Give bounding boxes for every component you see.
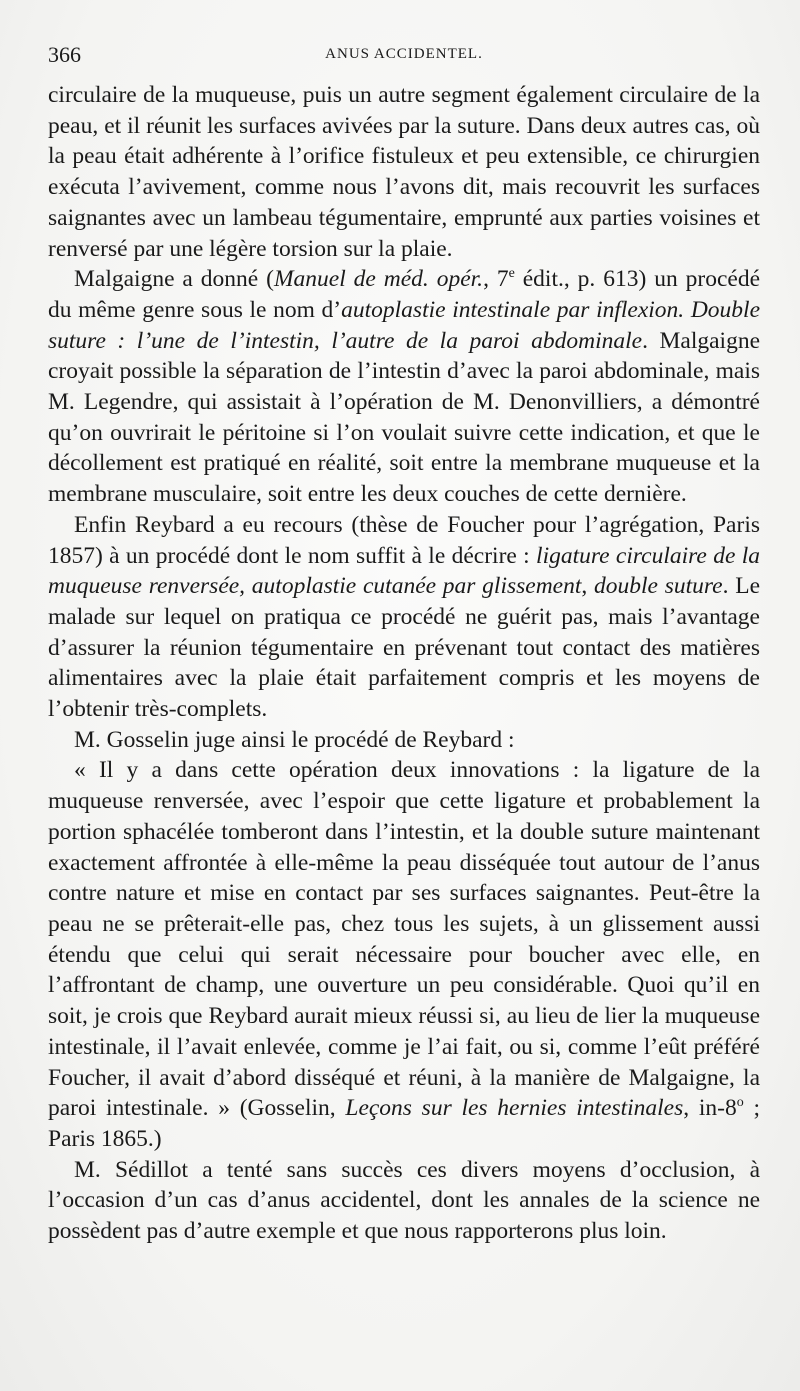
paragraph-gosselin-quote bbox=[48, 755, 760, 1154]
running-title: ANUS ACCIDENTEL. bbox=[325, 46, 483, 62]
text-run: édit., p. 613) un procédé du même genre sous le nom d’ bbox=[48, 266, 760, 323]
italic-run: autoplastie intestinale par inflexion. Double suture : l’une de l’intestin, l’autre de la paroi abdominale bbox=[48, 296, 760, 354]
paragraph-text: M. Gosselin juge ainsi le procédé de Reybard : bbox=[74, 726, 515, 753]
paragraph-reybard bbox=[48, 510, 760, 725]
italic-run: Manuel de méd. opér. bbox=[273, 266, 484, 293]
paragraph-continuation bbox=[48, 80, 760, 264]
text-run: . Le malade sur lequel on pratiqua ce procédé ne guérit pas, mais l’avantage d’assurer la réunion tégumentaire en prévenant tout contact des matières alimentaires avec la plaie était parfaitement compris et les moyens de l’obtenir très-complets. bbox=[48, 573, 760, 723]
paragraph-malgaigne bbox=[48, 264, 760, 510]
text-run: . Malgaigne croyait possible la séparation de l’intestin d’avec la paroi abdominale, mais M. Legendre, qui assistait à l’opération de M. Denonvilliers, a démontré qu’on ouvrirait le péritoine si l’on voulait suivre cette indication, et que le décollement est pratiqué en réalité, soit entre la membrane muqueuse et la membrane musculaire, soit entre les deux couches de cette dernière. bbox=[48, 327, 760, 508]
text-run: « Il y a dans cette opération deux innovations : la ligature de la muqueuse renversée, avec l’espoir que cette ligature et probablement la portion sphacélée tomberont dans l’intestin, et la double suture maintenant exactement affrontée à elle-même la peau disséquée tout autour de l’anus contre nature et mise en contact par ses surfaces saignantes. Peut-être la peau ne se prêterait-elle pas, chez tous les sujets, à un glissement aussi étendu que celui qui serait nécessaire pour boucher avec elle, en l’affrontant de champ, une ouverture un peu considérable. Quoi qu’il en soit, je crois que Reybard aurait mieux réussi si, au lieu de lier la muqueuse intestinale, il l’avait enlevée, comme je l’ai fait, ou si, comme l’eût préféré Foucher, il avait d’abord disséqué et réuni, à la manière de Malgaigne, la paroi intestinale. » (Gosselin, bbox=[48, 757, 760, 1122]
paragraph-text: circulaire de la muqueuse, puis un autre segment également circulaire de la peau, et il réunit les surfaces avivées par la suture. Dans deux autres cas, où la peau était adhérente à l’orifice fistuleux et peu extensible, ce chirurgien exécuta l’avivement, comme nous l’avons dit, mais recouvrit les surfaces saignantes avec un lambeau tégumentaire, emprunté aux parties voisines et renversé par une légère torsion sur la plaie. bbox=[48, 82, 760, 262]
text-run: ; Paris 1865.) bbox=[48, 1095, 760, 1152]
running-head bbox=[48, 30, 760, 70]
italic-run: double suture bbox=[594, 573, 723, 600]
text-run: Malgaigne a donné ( bbox=[74, 266, 274, 293]
italic-run: ligature circulaire de la muqueuse renversée, autoplastie cutanée par glissement bbox=[48, 542, 760, 600]
text-run: , in-8 bbox=[683, 1095, 737, 1122]
paragraph-sedillot bbox=[48, 1155, 760, 1247]
superscript: e bbox=[508, 266, 515, 282]
text-run: , bbox=[581, 573, 595, 600]
italic-run: Leçons sur les hernies intestinales bbox=[345, 1095, 684, 1122]
text-run: Enfin Reybard a eu recours (thèse de Foucher pour l’agrégation, Paris 1857) à un procédé dont le nom suffit à le décrire : bbox=[48, 511, 760, 569]
superscript: o bbox=[736, 1095, 744, 1111]
text-run: , 7 bbox=[483, 266, 509, 293]
page-number: 366 bbox=[48, 42, 81, 67]
paragraph-gosselin-intro bbox=[48, 725, 760, 756]
paragraph-text: M. Sédillot a tenté sans succès ces divers moyens d’occlusion, à l’occasion d’un cas d’anus accidentel, dont les annales de la science ne possèdent pas d’autre exemple et que nous rapporterons plus loin. bbox=[48, 1156, 760, 1245]
